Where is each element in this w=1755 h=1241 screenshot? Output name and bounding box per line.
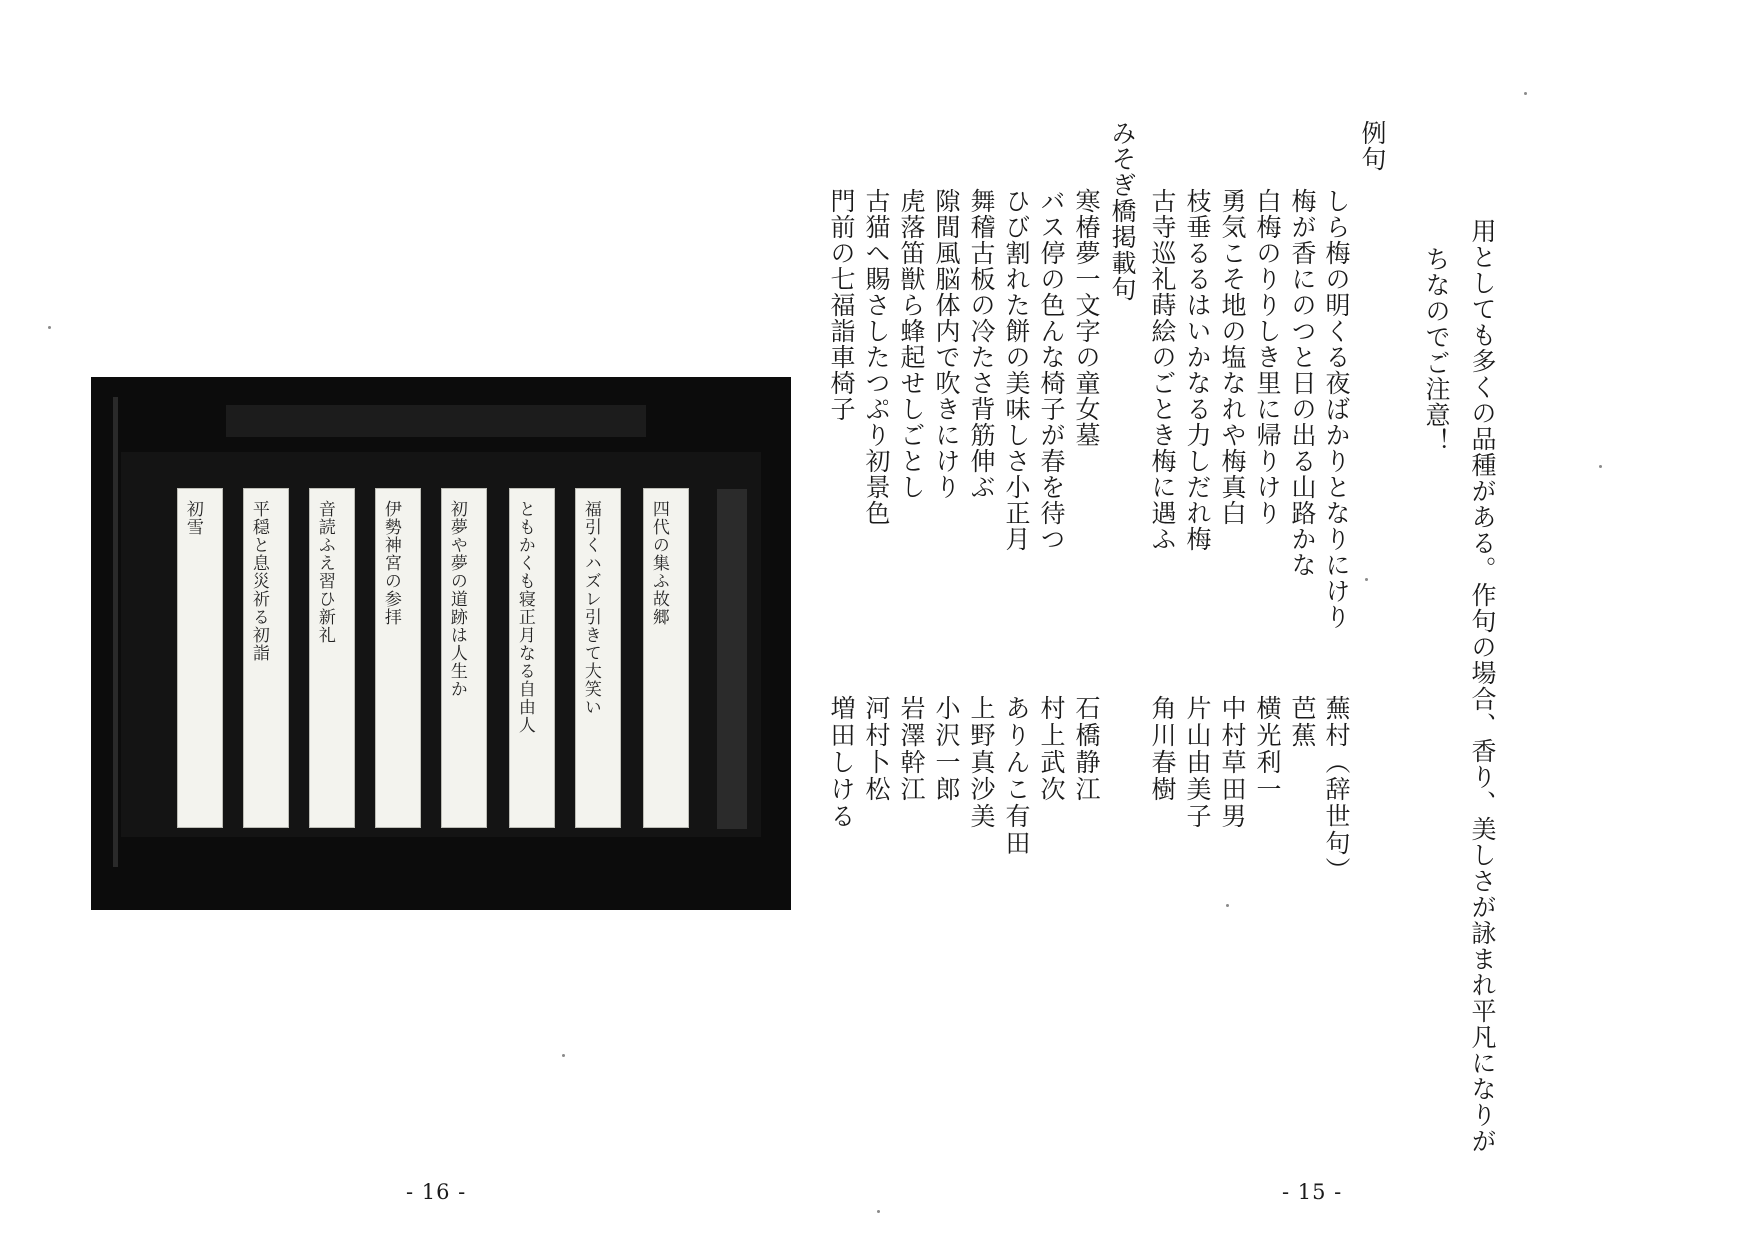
tanzaku-strip bbox=[509, 488, 555, 828]
misogi-author-5: 小沢一郎 bbox=[932, 695, 961, 803]
misogi-heading: みそぎ橋掲載句 bbox=[1108, 120, 1137, 302]
example-haiku-4: 勇気こそ地の塩なれや梅真白 bbox=[1218, 188, 1247, 526]
page-number-right: - 15 - bbox=[1282, 1180, 1343, 1204]
example-heading: 例句 bbox=[1358, 120, 1387, 172]
misogi-author-3: ありんこ有田 bbox=[1002, 695, 1031, 857]
photo-frame-top bbox=[226, 405, 646, 437]
tanzaku-strip bbox=[375, 488, 421, 828]
photo-side-rail bbox=[113, 397, 118, 867]
misogi-haiku-3: ひび割れた餅の美味しさ小正月 bbox=[1002, 188, 1031, 552]
scan-speck bbox=[48, 326, 51, 329]
tanzaku-text: 伊勢神宮の参拝 bbox=[380, 500, 401, 626]
misogi-haiku-4: 舞稽古板の冷たさ背筋伸ぶ bbox=[967, 188, 996, 500]
tanzaku-text: 音読ふえ習ひ新礼 bbox=[314, 500, 335, 644]
intro-line-2: ちなのでご注意！ bbox=[1422, 246, 1451, 454]
misogi-haiku-7: 古猫へ賜さしたつぷり初景色 bbox=[862, 188, 891, 526]
example-author-5: 片山由美子 bbox=[1183, 695, 1212, 830]
misogi-author-4: 上野真沙美 bbox=[967, 695, 996, 830]
scan-speck bbox=[562, 1054, 565, 1057]
scan-speck bbox=[1524, 92, 1527, 95]
example-haiku-5: 枝垂るるはいかなる力しだれ梅 bbox=[1183, 188, 1212, 552]
page-number-left: - 16 - bbox=[406, 1180, 467, 1204]
misogi-author-6: 岩澤幹江 bbox=[897, 695, 926, 803]
example-author-4: 中村草田男 bbox=[1218, 695, 1247, 830]
misogi-author-7: 河村卜松 bbox=[862, 695, 891, 803]
misogi-haiku-1: 寒椿夢一文字の童女墓 bbox=[1072, 188, 1101, 448]
tanzaku-text: 福引くハズレ引きて大笑い bbox=[580, 500, 601, 716]
misogi-haiku-8: 門前の七福詣車椅子 bbox=[827, 188, 856, 422]
scan-speck bbox=[1365, 578, 1368, 581]
tanzaku-strip bbox=[177, 488, 223, 828]
example-author-3: 横光利一 bbox=[1253, 695, 1282, 803]
misogi-haiku-2: バス停の色んな椅子が春を待つ bbox=[1037, 188, 1066, 552]
right-page bbox=[827, 0, 1755, 1241]
tanzaku-strip bbox=[243, 488, 289, 828]
tanzaku-strip bbox=[643, 488, 689, 828]
example-author-2: 芭蕉 bbox=[1288, 695, 1317, 749]
tanzaku-strip bbox=[309, 488, 355, 828]
tanzaku-text: 初夢や夢の道跡は人生か bbox=[446, 500, 467, 698]
tanzaku-strip bbox=[575, 488, 621, 828]
misogi-haiku-5: 隙間風脳体内で吹きにけり bbox=[932, 188, 961, 500]
example-haiku-6: 古寺巡礼蒔絵のごとき梅に遇ふ bbox=[1148, 188, 1177, 552]
misogi-author-8: 増田しける bbox=[827, 695, 856, 830]
misogi-haiku-6: 虎落笛獣ら蜂起せしごとし bbox=[897, 188, 926, 500]
misogi-author-2: 村上武次 bbox=[1037, 695, 1066, 803]
tanzaku-text: 四代の集ふ故郷 bbox=[648, 500, 669, 626]
tanzaku-strip bbox=[441, 488, 487, 828]
scan-speck bbox=[1599, 465, 1602, 468]
example-author-1: 蕪村（辞世句） bbox=[1322, 695, 1351, 884]
intro-line-1: 用としても多くの品種がある。作句の場合、香り、美しさが詠まれ平凡になりが bbox=[1468, 218, 1497, 1154]
photo-label-plate bbox=[717, 489, 747, 829]
tanzaku-text: ともかくも寝正月なる自由人 bbox=[514, 500, 535, 734]
tanzaku-text: 初雪 bbox=[182, 500, 203, 536]
example-haiku-2: 梅が香にのつと日の出る山路かな bbox=[1288, 188, 1317, 578]
tanzaku-text: 平穏と息災祈る初詣 bbox=[248, 500, 269, 662]
example-haiku-3: 白梅のりりしき里に帰りけり bbox=[1253, 188, 1282, 526]
scan-speck bbox=[877, 1210, 880, 1213]
example-haiku-1: しら梅の明くる夜ばかりとなりにけり bbox=[1322, 188, 1351, 630]
misogi-author-1: 石橋静江 bbox=[1072, 695, 1101, 803]
tanzaku-photo bbox=[91, 377, 791, 910]
scan-speck bbox=[1226, 904, 1229, 907]
left-page bbox=[0, 0, 877, 1241]
example-author-6: 角川春樹 bbox=[1148, 695, 1177, 803]
